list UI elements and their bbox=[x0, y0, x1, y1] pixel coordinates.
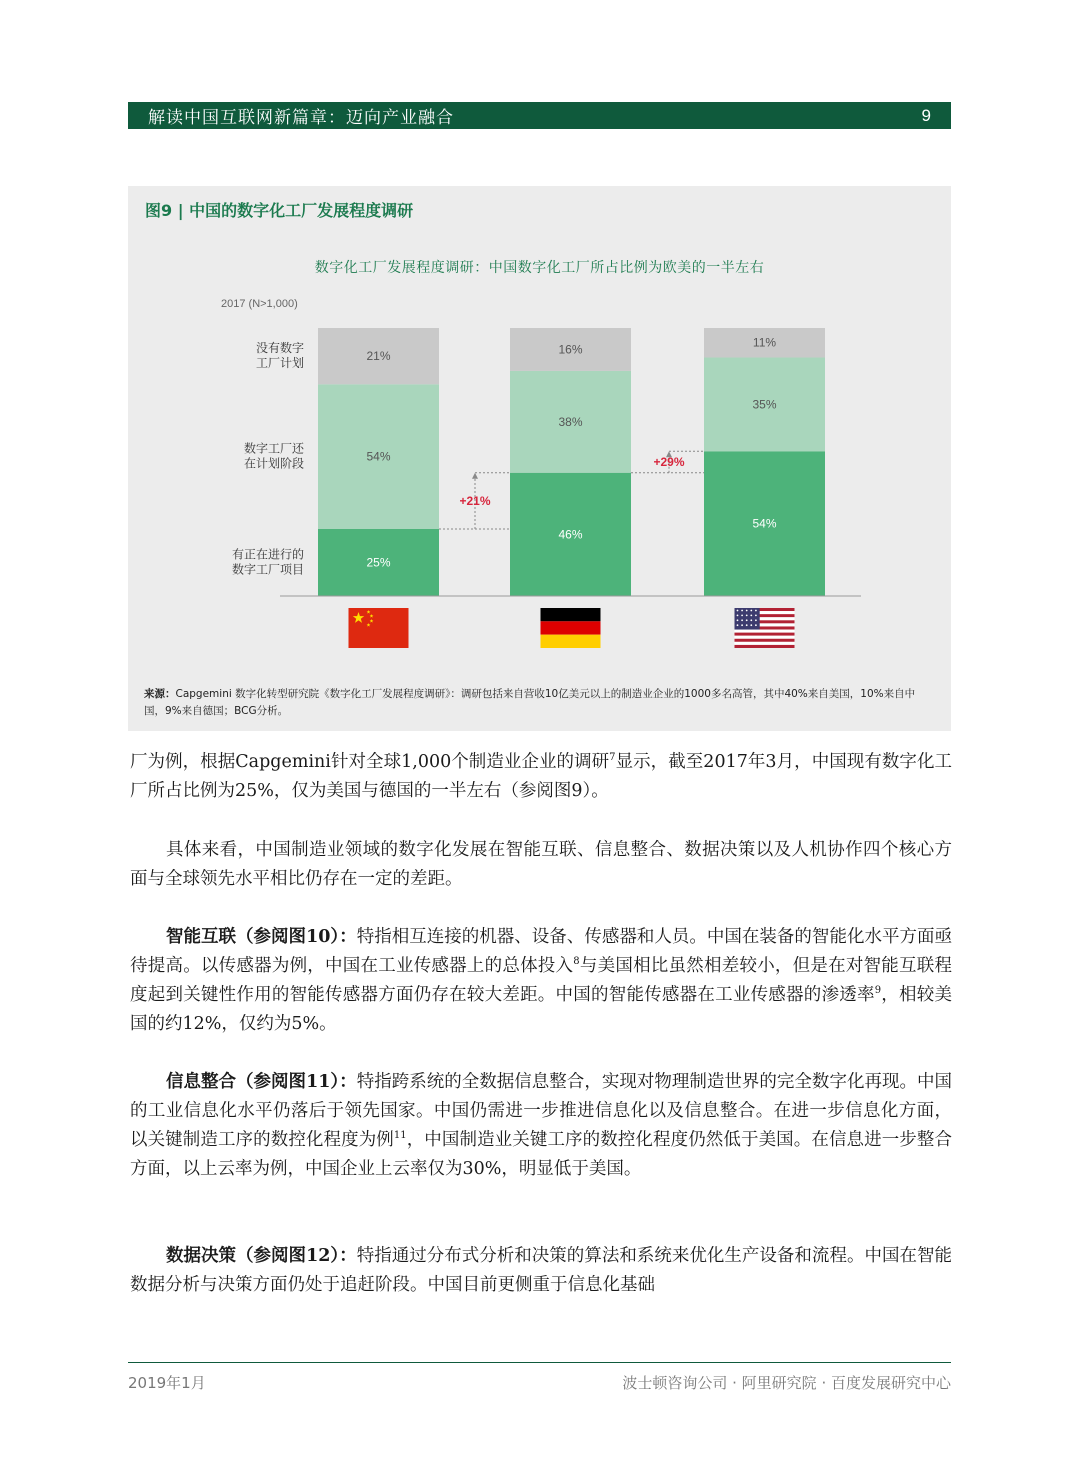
usa-flag-star bbox=[750, 619, 752, 621]
data-label: 11% bbox=[752, 335, 777, 350]
footer-orgs: 波士顿咨询公司 · 阿里研究院 · 百度发展研究中心 bbox=[622, 1374, 951, 1392]
paragraph-1 bbox=[130, 748, 952, 806]
page-header bbox=[128, 102, 951, 129]
usa-flag-star bbox=[746, 615, 748, 617]
usa-flag-star bbox=[755, 624, 757, 626]
footer-divider bbox=[128, 1362, 951, 1363]
usa-flag-star bbox=[741, 610, 743, 612]
row-label: 数字工厂还 bbox=[243, 441, 304, 456]
usa-flag-star bbox=[746, 619, 748, 621]
stacked-bar-chart bbox=[128, 186, 951, 666]
header-title: 解读中国互联网新篇章：迈向产业融合 bbox=[148, 108, 454, 128]
page-number: 9 bbox=[921, 105, 931, 125]
row-label: 数字工厂项目 bbox=[231, 562, 304, 577]
sample-note: 2017 (N>1,000) bbox=[221, 298, 298, 310]
data-label: 54% bbox=[366, 449, 391, 464]
china-flag-icon bbox=[349, 608, 409, 648]
p3-text-b: 与美国相比虽然相差较小，但是在对智能互联程度起到关键性作用的智能传感器方面仍存在较大差距。中国的智能传感器在工业传感器的渗透率 bbox=[130, 956, 953, 1005]
usa-flag-star bbox=[741, 624, 743, 626]
usa-flag-star bbox=[737, 619, 739, 621]
annotation-label: +21% bbox=[459, 493, 491, 508]
footnote-ref-8[interactable]: 8 bbox=[573, 956, 580, 968]
germany-flag-stripe bbox=[541, 621, 601, 634]
footer-date: 2019年1月 bbox=[128, 1374, 206, 1392]
germany-flag-stripe bbox=[541, 635, 601, 648]
p5-lead: 数据决策（参阅图12）： bbox=[166, 1246, 357, 1266]
data-label: 38% bbox=[558, 414, 583, 429]
annotation-arrowhead bbox=[472, 473, 478, 479]
usa-flag-stripe bbox=[735, 639, 795, 642]
usa-flag-star bbox=[741, 619, 743, 621]
p4-text-b: ，中国制造业关键工序的数控化程度仍然低于美国。在信息进一步整合方面，以上云率为例，中国企业上云率仅为30%，明显低于美国。 bbox=[130, 1130, 952, 1179]
data-label: 16% bbox=[558, 342, 583, 357]
p3-text-c: ，相较美国的约12%，仅约为5%。 bbox=[130, 985, 953, 1034]
data-label: 35% bbox=[752, 397, 777, 412]
source-text: Capgemini 数字化转型研究院《数字化工厂发展程度调研》：调研包括来自营收10亿美元以上的制造业企业的1000多名高管，其中40%来自美国，10%来自中国，9%来自德国；BCG分析。 bbox=[144, 688, 916, 717]
p1-text: 厂为例，根据Capgemini针对全球1,000个制造业企业的调研 bbox=[130, 752, 610, 772]
row-label: 没有数字 bbox=[255, 341, 304, 356]
footnote-ref-7[interactable]: 7 bbox=[609, 752, 616, 764]
paragraph-2: 具体来看，中国制造业领域的数字化发展在智能互联、信息整合、数据决策以及人机协作四个核心方面与全球领先水平相比仍存在一定的差距。 bbox=[130, 840, 952, 889]
row-label: 工厂计划 bbox=[255, 356, 304, 371]
p5-text-a: 特指通过分布式分析和决策的算法和系统来优化生产设备和流程。中国在智能数据分析与决策方面仍处于追赶阶段。中国目前更侧重于信息化基础 bbox=[130, 1246, 952, 1295]
usa-flag-star bbox=[746, 610, 748, 612]
usa-flag-stripe bbox=[735, 636, 795, 639]
usa-flag-star bbox=[755, 610, 757, 612]
usa-flag-star bbox=[755, 615, 757, 617]
p4-lead: 信息整合（参阅图11）： bbox=[166, 1072, 357, 1092]
figure-source bbox=[144, 686, 934, 720]
row-label: 在计划阶段 bbox=[243, 456, 304, 471]
usa-flag-star bbox=[741, 615, 743, 617]
footnote-ref-9[interactable]: 9 bbox=[874, 985, 882, 997]
usa-flag-star bbox=[737, 624, 739, 626]
paragraph-5 bbox=[130, 1242, 952, 1300]
row-label: 有正在进行的 bbox=[231, 547, 304, 562]
paragraph-3 bbox=[130, 923, 952, 1039]
data-label: 54% bbox=[752, 516, 777, 531]
footnote-ref-11[interactable]: 11 bbox=[393, 1130, 407, 1142]
annotation-label: +29% bbox=[653, 455, 685, 469]
usa-flag-star bbox=[750, 624, 752, 626]
figure-panel bbox=[128, 186, 951, 731]
usa-flag-stripe bbox=[735, 642, 795, 645]
data-label: 46% bbox=[558, 527, 583, 542]
usa-flag-star bbox=[737, 615, 739, 617]
figure-title: 图9 | 中国的数字化工厂发展程度调研 bbox=[145, 201, 414, 220]
usa-flag-star bbox=[755, 619, 757, 621]
source-label: 来源： bbox=[144, 688, 176, 700]
p4-text-a: 特指跨系统的全数据信息整合，实现对物理制造世界的完全数字化再现。中国的工业信息化水平仍落后于领先国家。中国仍需进一步推进信息化以及信息整合。在进一步信息化方面，以关键制造工序的数控化程度为例 bbox=[130, 1072, 952, 1150]
usa-flag-stripe bbox=[735, 645, 795, 648]
figure-subtitle: 数字化工厂发展程度调研：中国数字化工厂所占比例为欧美的一半左右 bbox=[314, 260, 765, 276]
germany-flag-icon bbox=[541, 608, 601, 621]
data-label: 21% bbox=[366, 349, 391, 364]
p3-text-a: 特指相互连接的机器、设备、传感器和人员。中国在装备的智能化水平方面亟待提高。以传感器为例，中国在工业传感器上的总体投入 bbox=[130, 927, 952, 976]
data-label: 25% bbox=[366, 555, 391, 570]
usa-flag-star bbox=[746, 624, 748, 626]
usa-flag-star bbox=[750, 615, 752, 617]
usa-flag-stripe bbox=[735, 633, 795, 636]
usa-flag-star bbox=[737, 610, 739, 612]
p1-rest: 显示，截至2017年3月，中国现有数字化工厂所占比例为25%，仅为美国与德国的一半左右（参阅图9）。 bbox=[130, 752, 953, 801]
p3-lead: 智能互联（参阅图10）： bbox=[166, 927, 357, 947]
usa-flag-stripe bbox=[735, 630, 795, 633]
paragraph-4 bbox=[130, 1068, 952, 1184]
usa-flag-star bbox=[750, 610, 752, 612]
